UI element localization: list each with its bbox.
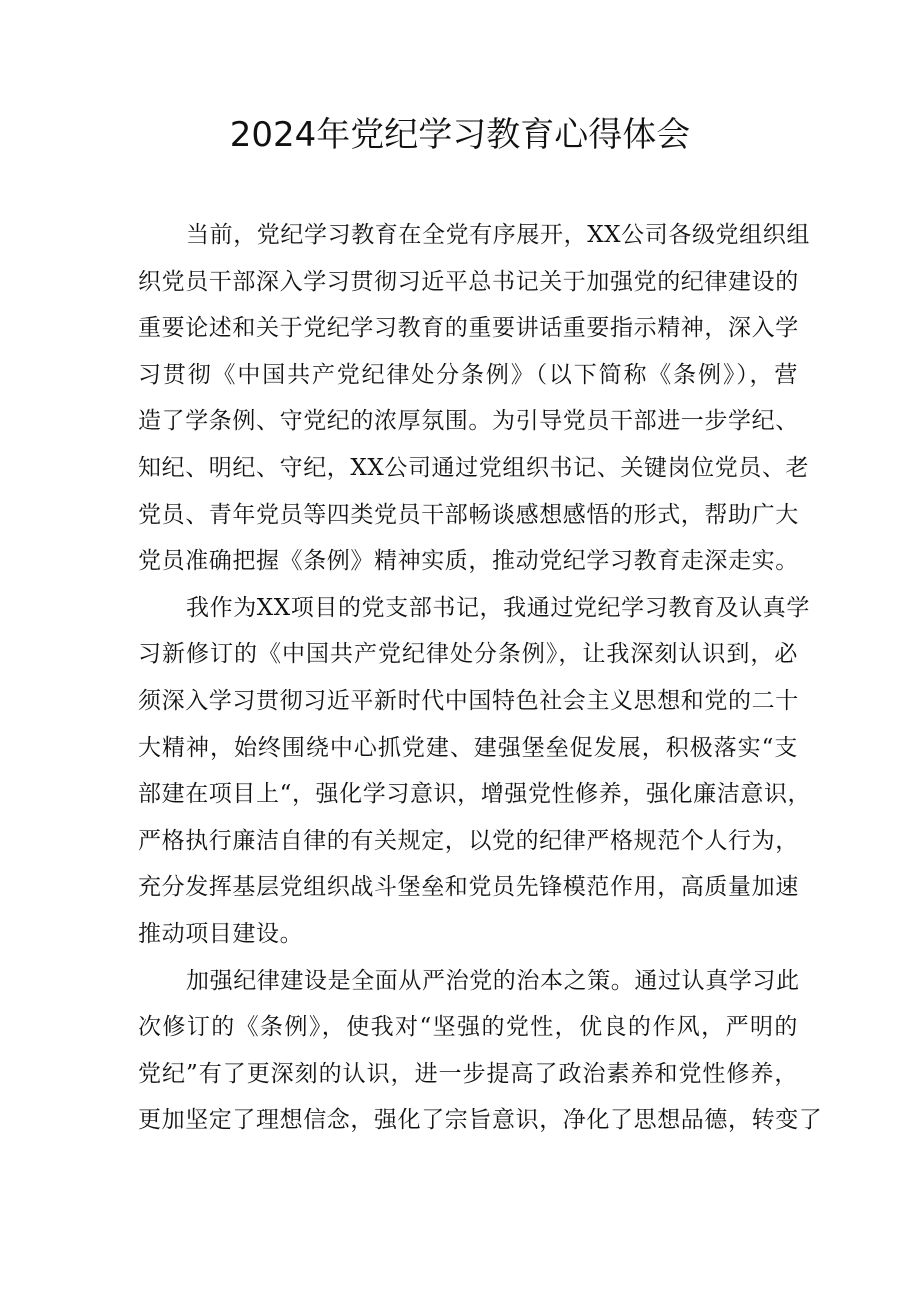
- paragraph-1-line-8: 党员准确把握《条例》精神实质，推动党纪学习教育走深走实。: [138, 548, 799, 575]
- paragraph-2-line-3: 须深入学习贯彻习近平新时代中国特色社会主义思想和党的二十: [138, 687, 799, 714]
- paragraph-2-line-2: 习新修订的《中国共产党纪律处分条例》，让我深刻认识到，必: [138, 641, 798, 668]
- paragraph-1-line-7: 党员、青年党员等四类党员干部畅谈感想感悟的形式，帮助广大: [138, 501, 799, 528]
- paragraph-1-line-3: 重要论述和关于党纪学习教育的重要讲话重要指示精神，深入学: [138, 315, 799, 342]
- paragraph-3-line-1: 加强纪律建设是全面从严治党的治本之策。通过认真学习此: [186, 967, 800, 994]
- paragraph-2-line-1: 我作为XX项目的党支部书记，我通过党纪学习教育及认真学: [186, 594, 810, 621]
- paragraph-1-line-5: 造了学条例、守党纪的浓厚氛围。为引导党员干部进一步学纪、: [138, 408, 799, 435]
- paragraph-1-line-1: 当前，党纪学习教育在全党有序展开，XX公司各级党组织组: [186, 222, 810, 248]
- document-title: 2024年党纪学习教育心得体会: [229, 115, 691, 155]
- paragraph-1-line-6: 知纪、明纪、守纪，XX公司通过党组织书记、关键岗位党员、老: [138, 454, 810, 481]
- paragraph-1-line-4: 习贯彻《中国共产党纪律处分条例》（以下简称《条例》），营: [138, 361, 798, 388]
- paragraph-2-line-4: 大精神，始终围绕中心抓党建、建强堡垒促发展，积极落实“支: [138, 734, 798, 761]
- paragraph-3-line-2: 次修订的《条例》，使我对“坚强的党性，优良的作风，严明的: [138, 1014, 798, 1041]
- paragraph-2-line-8: 推动项目建设。: [138, 920, 304, 947]
- paragraph-1-line-2: 织党员干部深入学习贯彻习近平总书记关于加强党的纪律建设的: [138, 268, 799, 295]
- paragraph-2-line-7: 充分发挥基层党组织战斗堡垒和党员先锋模范作用，高质量加速: [138, 874, 799, 901]
- paragraph-3-line-3: 党纪”有了更深刻的认识，进一步提高了政治素养和党性修养，: [138, 1060, 798, 1087]
- paragraph-2-line-5: 部建在项目上“，强化学习意识，增强党性修养，强化廉洁意识，: [138, 781, 812, 808]
- paragraph-2-line-6: 严格执行廉洁自律的有关规定，以党的纪律严格规范个人行为，: [138, 827, 799, 854]
- document-body: [138, 212, 823, 1144]
- paragraph-3-line-4: 更加坚定了理想信念，强化了宗旨意识，净化了思想品德，转变了: [138, 1107, 823, 1134]
